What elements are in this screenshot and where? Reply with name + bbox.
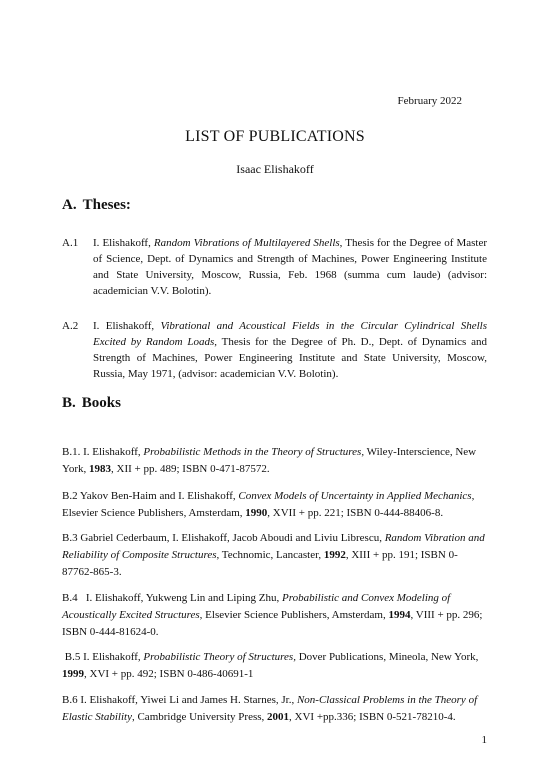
book-publisher: , Cambridge University Press, [131, 711, 268, 723]
book-year: 1990 [245, 507, 268, 519]
thesis-title: Random Vibrations of Multilayered Shells [153, 237, 340, 249]
book-details: , XVI + pp. 492; ISBN 0-486-40691-1 [84, 668, 254, 680]
book-publisher: Technomic, Lancaster, [219, 549, 324, 561]
book-title: Non-Classical Problems in the Theory of Elastic Stability [62, 694, 478, 723]
page-title: LIST OF PUBLICATIONS [185, 128, 365, 145]
book-details: , XVII + pp. 221; ISBN 0-444-88406-8. [267, 507, 444, 519]
thesis-number: A.1 [62, 237, 79, 249]
book-year: 1999 [62, 668, 84, 680]
section-heading-theses [62, 197, 131, 214]
page-number: 1 [481, 734, 487, 746]
thesis-author: I. Elishakoff, [93, 237, 154, 249]
book-author: B.1. I. Elishakoff, [62, 446, 144, 458]
book-author: B.5 I. Elishakoff, [62, 651, 144, 663]
book-entry [62, 444, 486, 478]
book-year: 1992 [323, 549, 346, 561]
book-details: , XIII + pp. 191; ISBN 0-87762-865-3. [62, 549, 458, 578]
thesis-entry [62, 235, 487, 299]
book-entry [62, 649, 486, 683]
book-entry [62, 590, 486, 641]
section-title: Theses: [82, 197, 131, 213]
book-year: 2001 [267, 711, 290, 723]
section-letter: B. [62, 395, 76, 411]
book-entry [62, 488, 486, 522]
book-title: Random Vibration and Reliability of Composite Structures, [62, 532, 485, 561]
book-publisher: Wiley-Interscience, New York, [62, 446, 477, 475]
book-title: Probabilistic Theory of Structures, [143, 651, 296, 663]
thesis-title: Vibrational and Acoustical Fields in the Circular Cylindrical Shells Excited by Random Loads [93, 320, 487, 348]
author-name: Isaac Elishakoff [236, 162, 314, 176]
document-date: February 2022 [397, 95, 462, 107]
book-year: 1983 [89, 463, 112, 475]
book-entry [62, 692, 486, 726]
book-author: B.6 I. Elishakoff, Yiwei Li and James H. Starnes, Jr., [62, 694, 297, 706]
thesis-author: I. Elishakoff, [93, 320, 161, 332]
book-title: Probabilistic Methods in the Theory of Structures, [143, 446, 365, 458]
thesis-details: , Thesis for the Degree of Master of Science, Dept. of Dynamics and Strength of Machines, Power Engineering Institute and State University, Moscow, Russia, Feb. 1968 (summa cum laude) (advisor: academician V.V. Bolotin). [93, 237, 487, 297]
book-author: B.3 Gabriel Cederbaum, I. Elishakoff, Jacob Aboudi and Liviu Librescu, [62, 532, 385, 544]
book-author: B.2 Yakov Ben-Haim and I. Elishakoff, [62, 490, 239, 502]
book-details: , XII + pp. 489; ISBN 0-471-87572. [111, 463, 270, 475]
book-author: B.4 I. Elishakoff, Yukweng Lin and Liping Zhu, [62, 592, 282, 604]
book-title: Probabilistic and Convex Modeling of Acoustically Excited Structures, [62, 592, 451, 621]
book-year: 1994 [388, 609, 411, 621]
section-title: Books [81, 395, 121, 411]
thesis-text [93, 235, 487, 299]
book-publisher: Dover Publications, Mineola, New York, [295, 651, 479, 663]
thesis-number: A.2 [62, 320, 79, 332]
section-heading-books [62, 395, 121, 412]
book-entry [62, 530, 486, 581]
book-details: , XVI +pp.336; ISBN 0-521-78210-4. [289, 711, 456, 723]
book-details: , VIII + pp. 296; ISBN 0-444-81624-0. [62, 609, 483, 638]
book-title: Convex Models of Uncertainty in Applied Mechanics, [238, 490, 475, 502]
thesis-entry [62, 318, 487, 382]
book-publisher: Elsevier Science Publishers, Amsterdam, [202, 609, 389, 621]
thesis-details: , Thesis for the Degree of Ph. D., Dept. of Dynamics and Strength of Machines, Power Engineering Institute and State University, Moscow, Russia, May 1971, (advisor: academician V.V. Bolotin). [93, 336, 487, 380]
section-letter: A. [62, 197, 77, 213]
book-publisher: Elsevier Science Publishers, Amsterdam, [62, 507, 246, 519]
thesis-text [93, 318, 487, 382]
